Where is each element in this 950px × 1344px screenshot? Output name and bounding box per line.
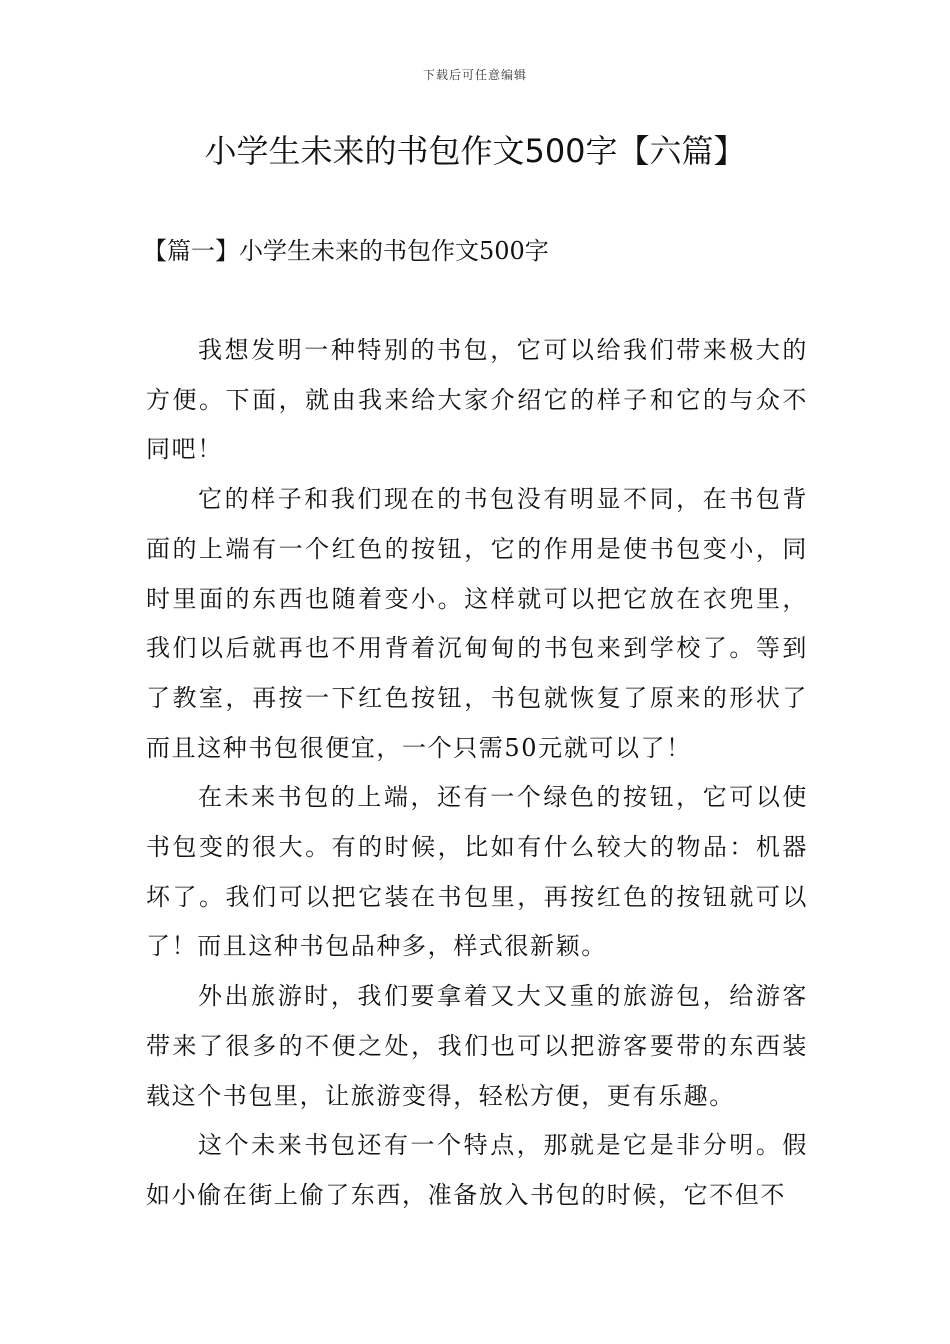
document-title: 小学生未来的书包作文500字【六篇】 (204, 132, 746, 170)
paragraph: 这个未来书包还有一个特点，那就是它是非分明。假如小偷在街上偷了东西，准备放入书包的时候，它不但不 (146, 1131, 808, 1209)
paragraph: 在未来书包的上端，还有一个绿色的按钮，它可以使书包变的很大。有的时候，比如有什么较大的物品：机器坏了。我们可以把它装在书包里，再按红色的按钮就可以了！而且这种书包品种多，样式很新颖。 (146, 783, 808, 961)
paragraph: 外出旅游时，我们要拿着又大又重的旅游包，给游客带来了很多的不便之处，我们也可以把游客要带的东西装载这个书包里，让旅游变得，轻松方便，更有乐趣。 (146, 982, 808, 1110)
section-heading: 【篇一】小学生未来的书包作文500字 (143, 237, 549, 265)
header-note: 下载后可任意编辑 (422, 68, 527, 82)
paragraph: 我想发明一种特别的书包，它可以给我们带来极大的方便。下面，就由我来给大家介绍它的样子和它的与众不同吧！ (146, 336, 808, 464)
paragraph: 它的样子和我们现在的书包没有明显不同，在书包背面的上端有一个红色的按钮，它的作用是使书包变小，同时里面的东西也随着变小。这样就可以把它放在衣兜里，我们以后就再也不用背着沉甸甸的书包来到学校了。等到了教室，再按一下红色按钮，书包就恢复了原来的形状了而且这种书包很便宜，一个只需50元就可以了！ (146, 485, 808, 762)
article-body (146, 326, 808, 1221)
